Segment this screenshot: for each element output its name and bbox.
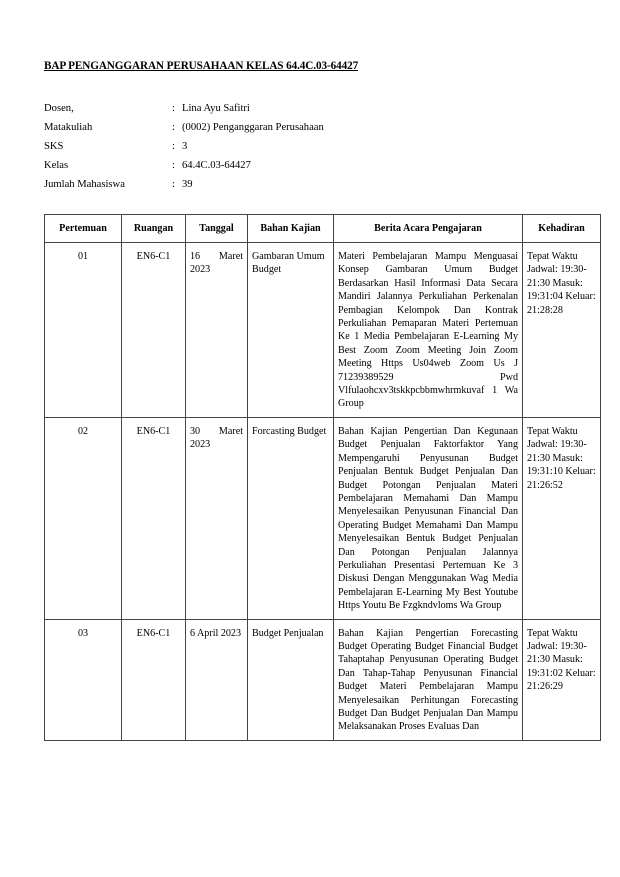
cell-ruangan: EN6-C1 — [122, 619, 186, 740]
header-berita-acara: Berita Acara Pengajaran — [334, 215, 523, 243]
cell-pertemuan: 02 — [45, 417, 122, 619]
course-info — [44, 102, 324, 197]
info-colon: : — [172, 103, 175, 114]
header-pertemuan: Pertemuan — [45, 215, 122, 243]
cell-berita-acara: Bahan Kajian Pengertian Forecasting Budget Operating Budget Financial Budget Tahaptahap Penyusunan Operating Budget Dan Tahap-Tahap Penyusunan Financial Budget Materi Pembelajaran Mampu Menyelesaikan Perhitungan Forecasting Budget Dan Budget Penjualan Dan Mampu Melaksanakan Proses Evaluas Dan — [334, 619, 523, 740]
info-label: Dosen, — [44, 103, 74, 114]
info-colon: : — [172, 141, 175, 152]
cell-kehadiran: Tepat Waktu Jadwal: 19:30-21:30 Masuk: 19:31:02 Keluar: 21:26:29 — [523, 619, 601, 740]
page-title: BAP PENGANGGARAN PERUSAHAAN KELAS 64.4C.03-64427 — [44, 60, 359, 72]
cell-kehadiran: Tepat Waktu Jadwal: 19:30-21:30 Masuk: 19:31:04 Keluar: 21:28:28 — [523, 243, 601, 418]
info-row-matakuliah — [44, 121, 324, 140]
cell-pertemuan: 03 — [45, 619, 122, 740]
cell-ruangan: EN6-C1 — [122, 417, 186, 619]
info-value: 39 — [182, 179, 193, 190]
info-label: SKS — [44, 141, 64, 152]
info-value: (0002) Penganggaran Perusahaan — [182, 122, 324, 133]
header-kehadiran: Kehadiran — [523, 215, 601, 243]
header-ruangan: Ruangan — [122, 215, 186, 243]
header-tanggal: Tanggal — [186, 215, 248, 243]
cell-berita-acara: Materi Pembelajaran Mampu Menguasai Konsep Gambaran Umum Budget Berdasarkan Hasil Informasi Data Secara Mandiri Jalannya Perkuliahan Perkenalan Pembagian Kelompok Dan Kontrak Perkuliahan Pemaparan Materi Pertemuan Ke 1 Media Pembelajaran E-Learning My Best Zoom Zoom Meeting Join Zoom Meeting Https Us04web Zoom Us J 71239389529 Pwd Vlfulaohcxv3tskkpcbbmwhrmkuvaf 1 Wa Group — [334, 243, 523, 418]
info-colon: : — [172, 179, 175, 190]
info-row-jumlah-mahasiswa — [44, 178, 324, 197]
info-row-sks — [44, 140, 324, 159]
info-label: Matakuliah — [44, 122, 93, 133]
info-colon: : — [172, 122, 175, 133]
cell-pertemuan: 01 — [45, 243, 122, 418]
cell-bahan-kajian: Forcasting Budget — [248, 417, 334, 619]
cell-tanggal: 30 Maret 2023 — [186, 417, 248, 619]
cell-bahan-kajian: Gambaran Umum Budget — [248, 243, 334, 418]
cell-tanggal: 16 Maret 2023 — [186, 243, 248, 418]
cell-tanggal: 6 April 2023 — [186, 619, 248, 740]
cell-kehadiran: Tepat Waktu Jadwal: 19:30-21:30 Masuk: 19:31:10 Keluar: 21:26:52 — [523, 417, 601, 619]
header-bahan-kajian: Bahan Kajian — [248, 215, 334, 243]
info-label: Jumlah Mahasiswa — [44, 179, 125, 190]
info-value: Lina Ayu Safitri — [182, 103, 250, 114]
cell-ruangan: EN6-C1 — [122, 243, 186, 418]
info-label: Kelas — [44, 160, 69, 171]
table-row — [45, 243, 601, 418]
cell-bahan-kajian: Budget Penjualan — [248, 619, 334, 740]
info-row-dosen — [44, 102, 324, 121]
bap-table — [44, 214, 601, 741]
table-header-row — [45, 215, 601, 243]
info-value: 3 — [182, 141, 188, 152]
table-row — [45, 417, 601, 619]
cell-berita-acara: Bahan Kajian Pengertian Dan Kegunaan Budget Penjualan Faktorfaktor Yang Mempengaruhi Penyusunan Budget Penjualan Bentuk Budget Penjualan Dan Budget Potongan Penjualan Materi Pembelajaran Memahami Dan Mampu Menyelesaikan Penyusunan Financial Dan Operating Budget Memahami Dan Mampu Menyelesaikan Bentuk Budget Penjualan Dan Potongan Penjualan Jalannya Perkuliahan Presentasi Pertemuan Ke 3 Diskusi Dengan Menggunakan Wag Media Pembelajaran E-Learning My Best Youtube Https Youtu Be Fzgkndvloms Wa Group — [334, 417, 523, 619]
info-value: 64.4C.03-64427 — [182, 160, 251, 171]
info-row-kelas — [44, 159, 324, 178]
info-colon: : — [172, 160, 175, 171]
table-row — [45, 619, 601, 740]
